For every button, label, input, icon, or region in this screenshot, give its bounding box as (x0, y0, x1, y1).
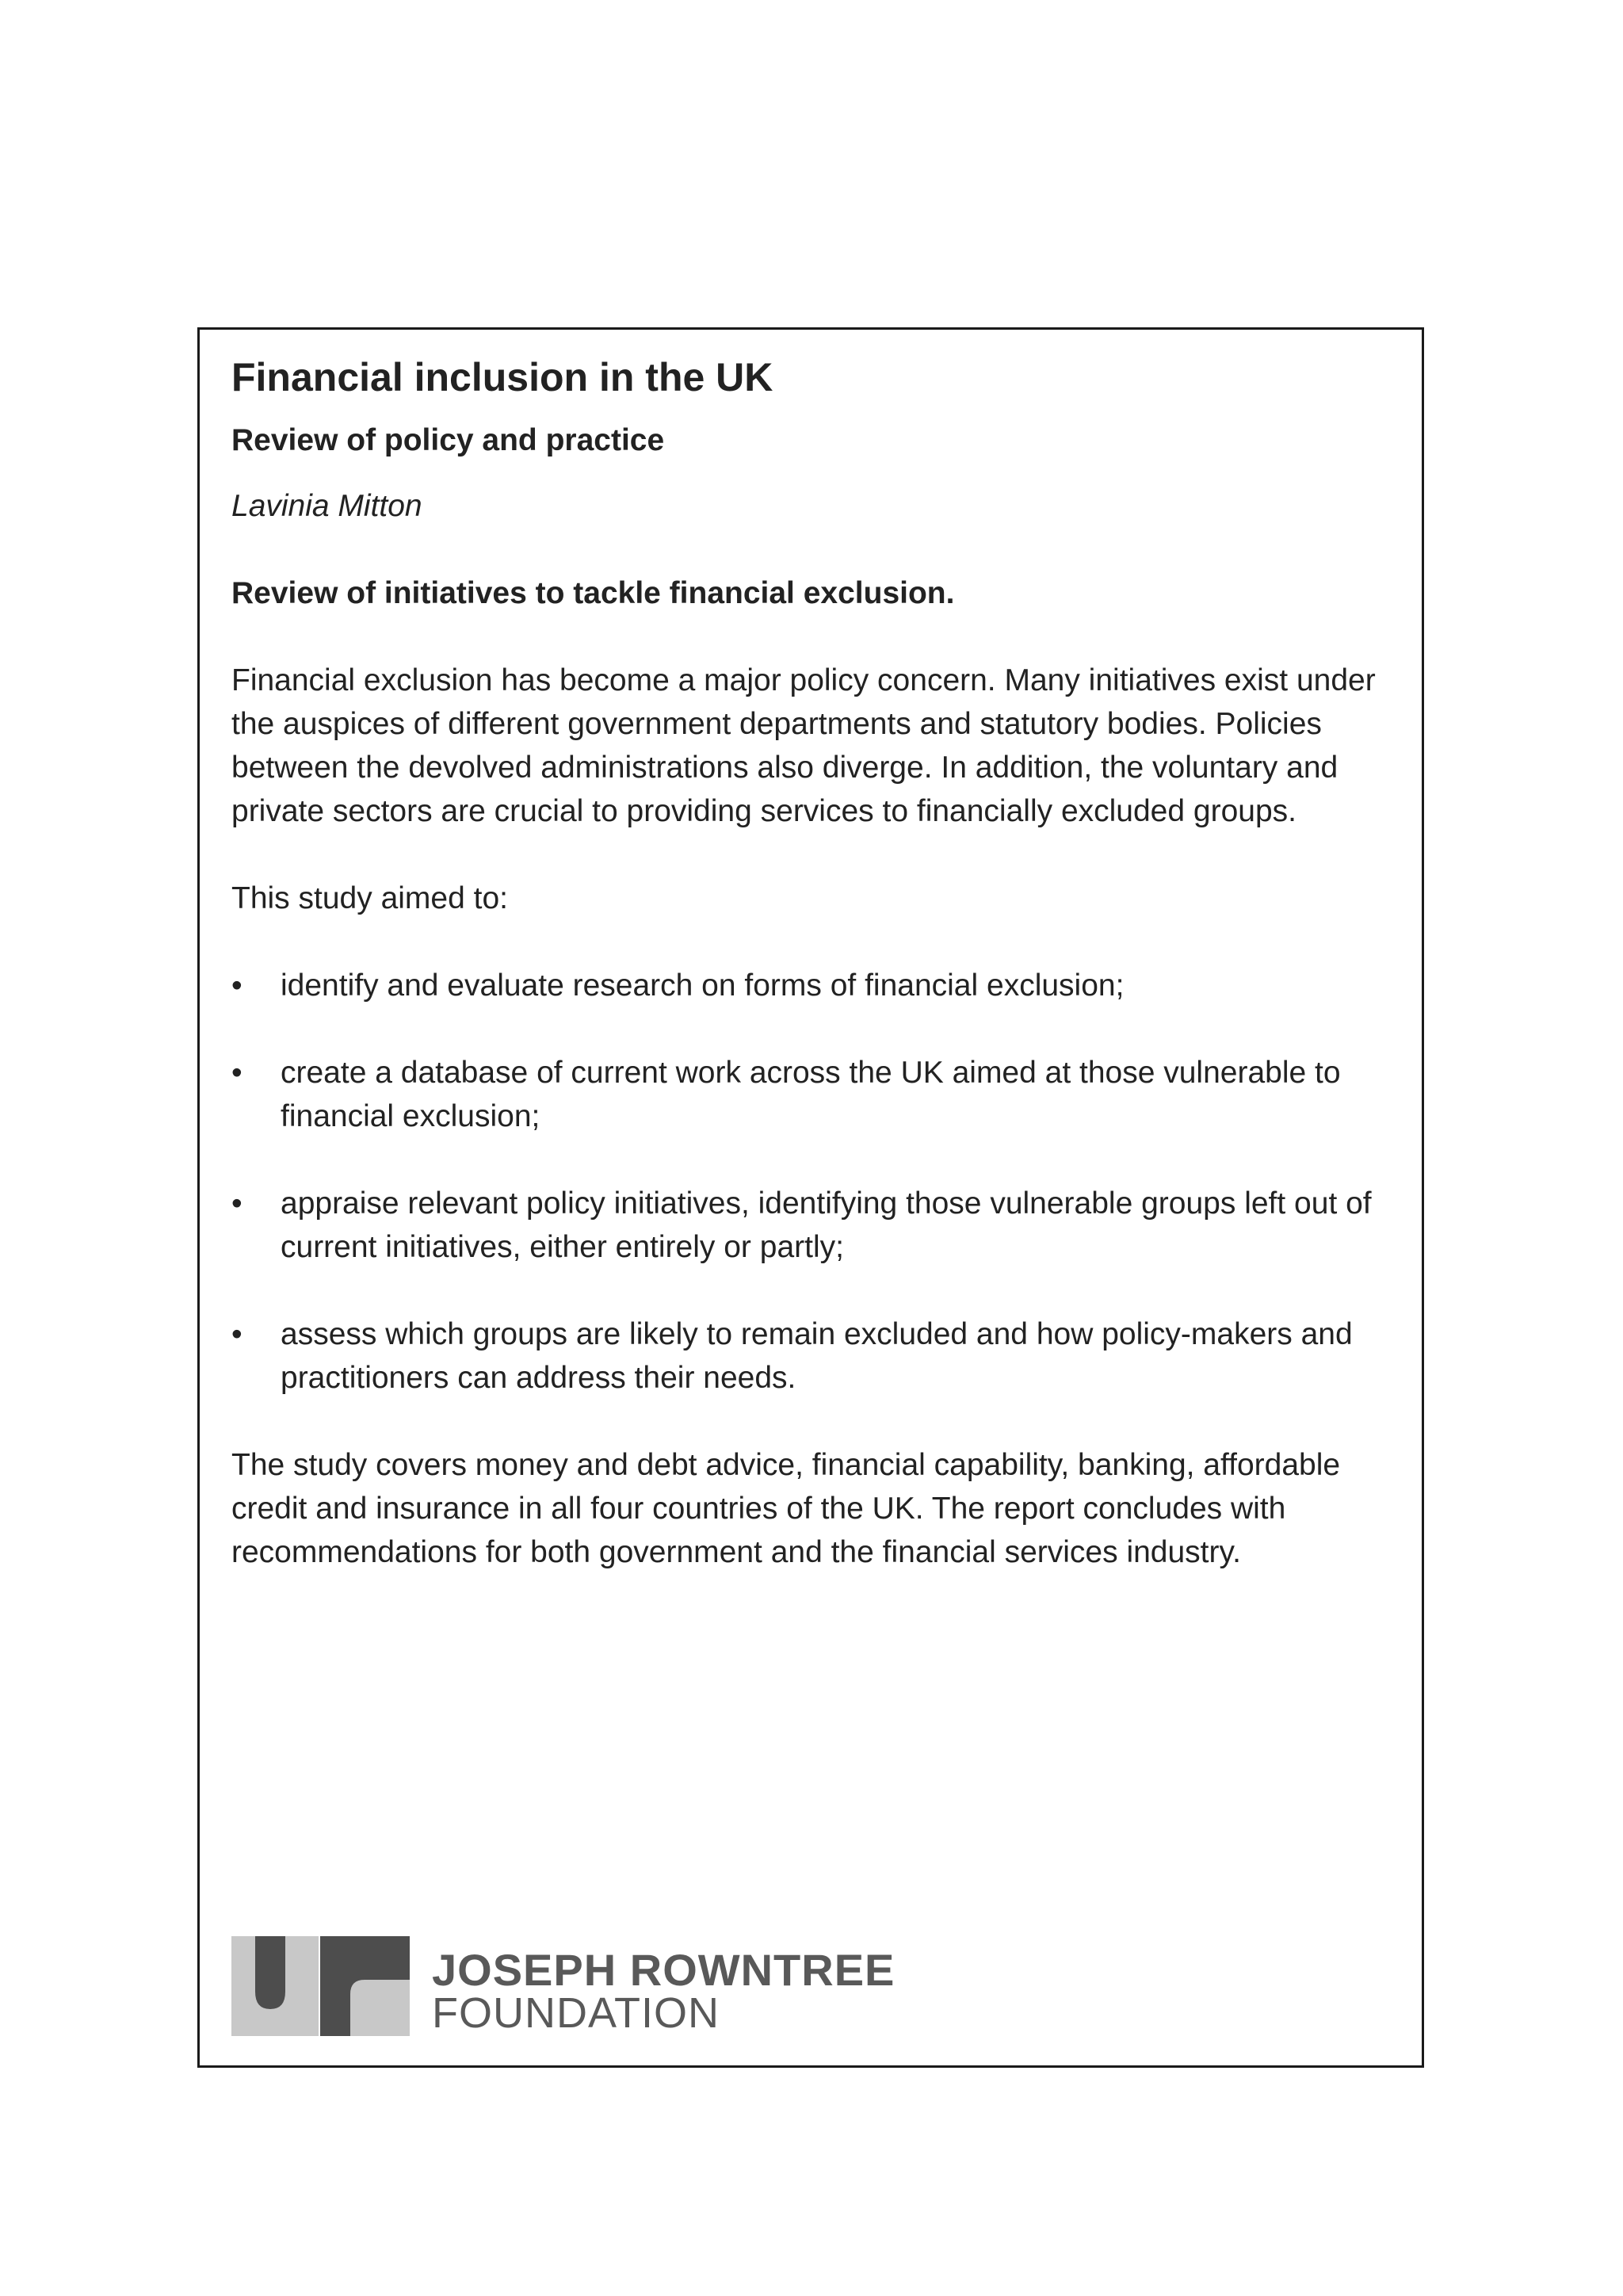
bullet-icon: • (231, 1186, 242, 1221)
jrf-logo (231, 1936, 960, 2039)
intro-paragraph: Financial exclusion has become a major policy concern. Many initiatives exist under the auspices of different government departments and statutory bodies. Policies between the devolved administrations also diverge. In addition, the voluntary and private sectors are crucial to providing services to financially excluded groups. (231, 663, 1376, 828)
conclusion-paragraph: The study covers money and debt advice, financial capability, banking, affordable credit and insurance in all four countries of the UK. The report concludes with recommendations for both government and the financial services industry. (231, 1448, 1341, 1569)
bullet-icon: • (231, 1056, 242, 1090)
summary-box (197, 327, 1424, 2068)
list-item (231, 1051, 1396, 1138)
list-item-text: create a database of current work across the UK aimed at those vulnerable to financial exclusion; (281, 1056, 1341, 1133)
logo-text-line1: JOSEPH ROWNTREE (432, 1945, 896, 1995)
list-item-text: identify and evaluate research on forms of financial exclusion; (281, 968, 1125, 1003)
summary-content (231, 353, 1396, 1574)
document-title: Financial inclusion in the UK (231, 355, 773, 399)
list-item-text: appraise relevant policy initiatives, identifying those vulnerable groups left out of current initiatives, either entirely or partly; (281, 1186, 1372, 1264)
bullet-icon: • (231, 1317, 242, 1351)
jrf-logo-mark-icon (231, 1936, 410, 2036)
list-item (231, 964, 1396, 1007)
aims-list (231, 964, 1396, 1400)
list-item (231, 1312, 1396, 1400)
document-author: Lavinia Mitton (231, 489, 422, 523)
aims-heading: This study aimed to: (231, 881, 508, 915)
logo-text-line2: FOUNDATION (432, 1989, 720, 2037)
document-subtitle: Review of policy and practice (231, 423, 665, 457)
list-item (231, 1182, 1396, 1269)
bullet-icon: • (231, 968, 242, 1003)
list-item-text: assess which groups are likely to remain excluded and how policy-makers and practitioners can address their needs. (281, 1317, 1353, 1395)
lead-sentence: Review of initiatives to tackle financial exclusion. (231, 576, 955, 610)
